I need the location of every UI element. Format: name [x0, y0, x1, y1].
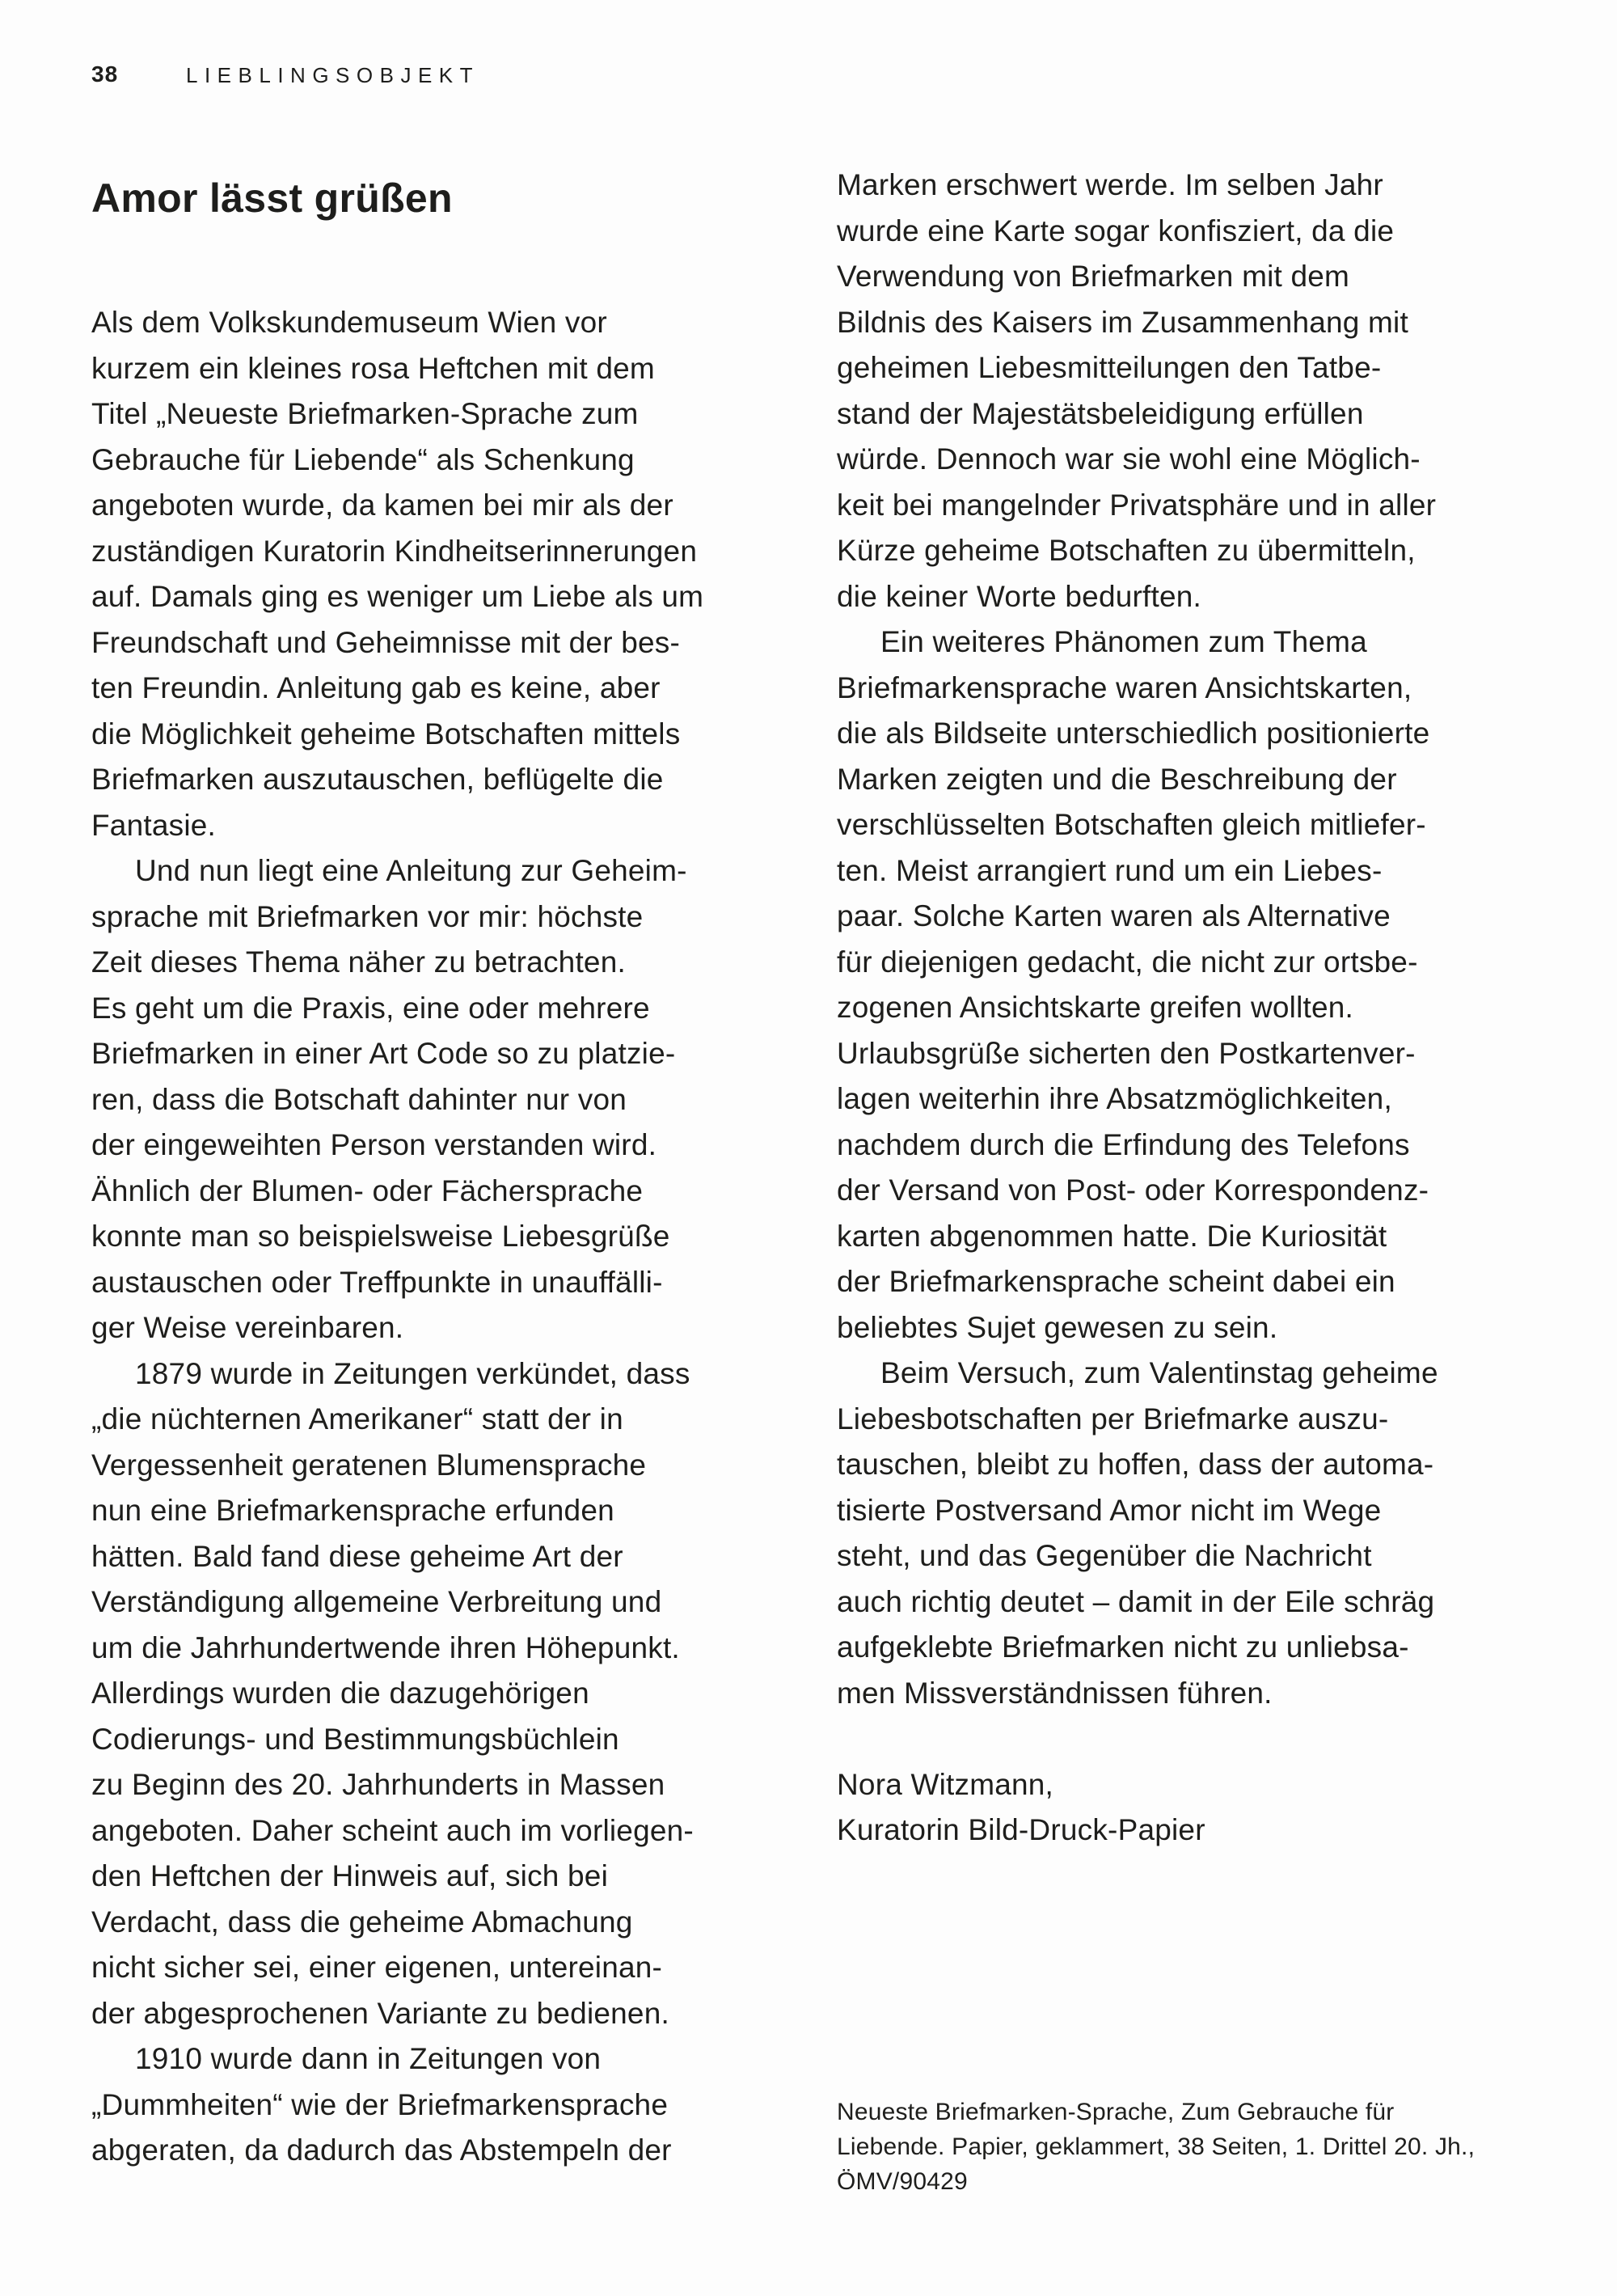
text-line: um die Jahrhundertwende ihren Höhepunkt.	[91, 1630, 680, 1664]
text-line: ten. Meist arrangiert rund um ein Liebes-	[837, 853, 1383, 887]
text-line: beliebtes Sujet gewesen zu sein.	[837, 1310, 1278, 1344]
text-line: ten Freundin. Anleitung gab es keine, aber	[91, 671, 661, 704]
section-label: LIEBLINGSOBJEKT	[186, 63, 480, 87]
text-line: Briefmarkensprache waren Ansichtskarten,	[837, 670, 1412, 704]
caption-line: Liebende. Papier, geklammert, 38 Seiten, 1. Drittel 20. Jh.,	[837, 2133, 1476, 2160]
text-line: karten abgenommen hatte. Die Kuriosität	[837, 1219, 1387, 1253]
text-line: Allerdings wurden die dazugehörigen	[91, 1677, 589, 1710]
text-line: abgeraten, da dadurch das Abstempeln der	[91, 2133, 672, 2167]
byline-line: Kuratorin Bild-Druck-Papier	[837, 1813, 1205, 1846]
article-title: Amor lässt grüßen	[91, 175, 453, 221]
text-line: für diejenigen gedacht, die nicht zur ortsbe-	[837, 945, 1418, 979]
text-line: Gebrauche für Liebende“ als Schenkung	[91, 442, 635, 476]
text-line: zu Beginn des 20. Jahrhunderts in Massen	[91, 1768, 665, 1801]
text-line: kurzem ein kleines rosa Heftchen mit dem	[91, 351, 655, 385]
text-line: nachdem durch die Erfindung des Telefons	[837, 1127, 1410, 1161]
text-line: Verdacht, dass die geheime Abmachung	[91, 1905, 633, 1939]
text-line: verschlüsselten Botschaften gleich mitliefer-	[837, 808, 1426, 841]
text-line: tisierte Postversand Amor nicht im Wege	[837, 1493, 1382, 1527]
text-line: Liebesbotschaften per Briefmarke auszu-	[837, 1402, 1389, 1436]
text-line: Beim Versuch, zum Valentinstag geheime	[880, 1356, 1438, 1389]
text-line: stand der Majestätsbeleidigung erfüllen	[837, 396, 1364, 430]
text-line: 1879 wurde in Zeitungen verkündet, dass	[135, 1356, 690, 1390]
text-line: steht, und das Gegenüber die Nachricht	[837, 1539, 1372, 1572]
text-line: Verwendung von Briefmarken mit dem	[837, 260, 1350, 293]
text-line: die Möglichkeit geheime Botschaften mittels	[91, 717, 681, 751]
column-right-lines	[837, 163, 1585, 1716]
text-line: Bildnis des Kaisers im Zusammenhang mit	[837, 305, 1408, 339]
text-line: 1910 wurde dann in Zeitungen von	[135, 2042, 602, 2075]
text-line: der abgesprochenen Variante zu bedienen.	[91, 1996, 669, 2030]
text-line: zuständigen Kuratorin Kindheitserinnerungen	[91, 534, 698, 568]
text-line: auch richtig deutet – damit in der Eile schräg	[837, 1584, 1435, 1618]
text-line: der Briefmarkensprache scheint dabei ein	[837, 1265, 1395, 1298]
article-column-left	[91, 300, 811, 2174]
text-line: paar. Solche Karten waren als Alternative	[837, 899, 1391, 932]
text-line: angeboten. Daher scheint auch im vorliegen-	[91, 1813, 694, 1847]
text-line: „die nüchternen Amerikaner“ statt der in	[91, 1402, 623, 1436]
text-line: konnte man so beispielsweise Liebesgrüße	[91, 1220, 670, 1253]
text-line: sprache mit Briefmarken vor mir: höchste	[91, 899, 644, 933]
text-line: ren, dass die Botschaft dahinter nur von	[91, 1082, 627, 1116]
text-line: wurde eine Karte sogar konfisziert, da die	[837, 214, 1395, 247]
text-line: lagen weiterhin ihre Absatzmöglichkeiten,	[837, 1082, 1392, 1115]
text-line: würde. Dennoch war sie wohl eine Möglich-	[837, 442, 1421, 476]
byline	[837, 1762, 1585, 1854]
text-line: Fantasie.	[91, 808, 216, 842]
text-line: Zeit dieses Thema näher zu betrachten.	[91, 945, 626, 979]
text-line: die als Bildseite unterschiedlich positionierte	[837, 717, 1430, 750]
text-line: Es geht um die Praxis, eine oder mehrere	[91, 991, 650, 1025]
text-line: angeboten wurde, da kamen bei mir als der	[91, 488, 673, 522]
text-line: geheimen Liebesmitteilungen den Tatbe-	[837, 351, 1382, 384]
caption-line: Neueste Briefmarken-Sprache, Zum Gebrauche für	[837, 2099, 1395, 2125]
text-line: Als dem Volkskundemuseum Wien vor	[91, 306, 607, 339]
text-line: nicht sicher sei, einer eigenen, untereinan-	[91, 1951, 663, 1984]
object-caption	[837, 2095, 1585, 2199]
article-column-right	[837, 163, 1585, 1854]
text-line: austauschen oder Treffpunkte in unauffälli-	[91, 1265, 663, 1299]
text-line: Ein weiteres Phänomen zum Thema	[880, 625, 1367, 658]
text-line: Marken erschwert werde. Im selben Jahr	[837, 168, 1383, 201]
caption-line: ÖMV/90429	[837, 2168, 968, 2195]
text-line: Ähnlich der Blumen- oder Fächersprache	[91, 1173, 644, 1207]
text-line: zogenen Ansichtskarte greifen wollten.	[837, 991, 1354, 1024]
text-line: Codierungs- und Bestimmungsbüchlein	[91, 1722, 619, 1756]
text-line: Briefmarken in einer Art Code so zu platzie-	[91, 1037, 676, 1070]
text-line: der Versand von Post- oder Korrespondenz-	[837, 1173, 1429, 1207]
text-line: Titel „Neueste Briefmarken-Sprache zum	[91, 397, 639, 430]
text-line: den Heftchen der Hinweis auf, sich bei	[91, 1859, 609, 1892]
text-line: Briefmarken auszutauschen, beflügelte die	[91, 763, 664, 796]
text-line: Freundschaft und Geheimnisse mit der bes-	[91, 625, 680, 659]
text-line: Marken zeigten und die Beschreibung der	[837, 762, 1397, 796]
text-line: hätten. Bald fand diese geheime Art der	[91, 1539, 623, 1573]
byline-line: Nora Witzmann,	[837, 1767, 1054, 1801]
text-line: Vergessenheit geratenen Blumensprache	[91, 1448, 647, 1482]
text-line: Und nun liegt eine Anleitung zur Geheim-	[135, 854, 687, 887]
text-line: Kürze geheime Botschaften zu übermitteln,	[837, 534, 1416, 567]
text-line: auf. Damals ging es weniger um Liebe als um	[91, 580, 704, 613]
page-number: 38	[91, 61, 119, 87]
text-line: ger Weise vereinbaren.	[91, 1311, 404, 1344]
text-line: „Dummheiten“ wie der Briefmarkensprache	[91, 2087, 669, 2121]
text-line: tauschen, bleibt zu hoffen, dass der automa-	[837, 1448, 1434, 1481]
text-line: aufgeklebte Briefmarken nicht zu unliebsa-	[837, 1630, 1409, 1664]
text-line: Urlaubsgrüße sicherten den Postkartenver-	[837, 1036, 1416, 1070]
text-line: der eingeweihten Person verstanden wird.	[91, 1128, 657, 1161]
text-line: nun eine Briefmarkensprache erfunden	[91, 1494, 614, 1527]
text-line: keit bei mangelnder Privatsphäre und in aller	[837, 488, 1437, 522]
text-line: Verständigung allgemeine Verbreitung und	[91, 1585, 662, 1618]
text-line: men Missverständnissen führen.	[837, 1676, 1273, 1710]
text-line: die keiner Worte bedurften.	[837, 579, 1202, 613]
